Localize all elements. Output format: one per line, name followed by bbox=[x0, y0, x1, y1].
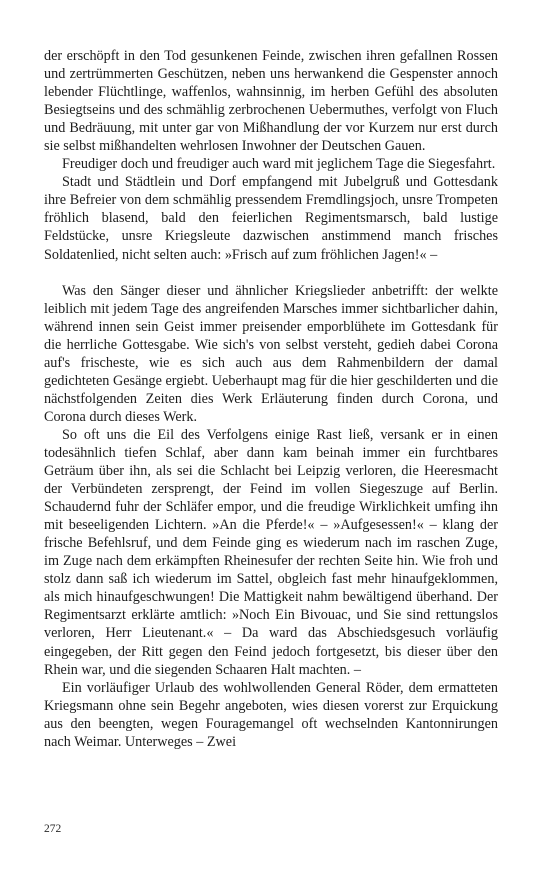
section-break bbox=[44, 264, 498, 282]
paragraph: Stadt und Städtlein und Dorf empfangend mit Jubelgruß und Gottesdank ihre Befreier von dem schmählig pressendem Fremdlingsjoch, unsre Trompeten fröhlich blasend, bald den feierlichen Regimentsmarsch, bald lustige Feldstücke, unsre Kriegsleute dazwischen anstimmend manch frisches Soldatenlied, nicht selten auch: »Frisch auf zum fröhlichen Jagen!« – bbox=[44, 174, 498, 263]
paragraph: Ein vorläufiger Urlaub des wohlwollenden General Röder, dem ermatteten Kriegsmann ohne sein Begehr angeboten, wies diesen vorerst zur Erquickung aus den beengten, wegen Fouragemangel oft wechselnden Kantonnirungen nach Weimar. Unterweges – Zwei bbox=[44, 679, 498, 750]
paragraph: Was den Sänger dieser und ähnlicher Kriegslieder anbetrifft: der welkte leiblich mit jedem Tage des angreifenden Marsches immer sichtbarlicher dahin, während innen sein Geist immer preisender emporblühete im Gottesdank für die herrliche Gottesgabe. Wie sich's von selbst versteht, gedieh dabei Corona auf's frischeste, wie es sich auch aus dem Rahmenbildern der damal gedichteten Gesänge ergiebt. Ueberhaupt mag für die hier geschilderten und die nächstfolgenden Zeiten dies Werk Erläuterung finden durch Corona, und Corona durch dieses Werk. bbox=[44, 282, 498, 425]
paragraph: Freudiger doch und freudiger auch ward mit jeglichem Tage die Siegesfahrt. bbox=[62, 156, 496, 173]
body-text bbox=[44, 47, 498, 751]
paragraph: der erschöpft in den Tod gesunkenen Feinde, zwischen ihren gefallnen Rossen und zertrümmerten Geschützen, neben uns herwankend die Gespenster annoch lebender Flüchtlinge, waffenlos, wahnsinnig, im herben Gefühl des absoluten Besiegtseins und des schmählig zerbrochenen Uebermuthes, verfolgt von Fluch und Bedräuung, mit unter gar von Mißhandlung der vor Kurzem nur erst durch sie selbst mißhandelten wehrlosen Inwohner der Deutschen Gauen. bbox=[44, 48, 498, 155]
page-number: 272 bbox=[44, 823, 62, 835]
paragraph: So oft uns die Eil des Verfolgens einige Rast ließ, versank er in einen todesähnlich tiefen Schlaf, aber dann kam beinah immer ein furchtbares Geträum über ihn, als sei die Schlacht bei Leipzig verloren, die Heeresmacht der Verbündeten zersprengt, der Feind im vollen Siegeszuge auf Berlin. Schaudernd fuhr der Schläfer empor, und die freudige Wirklichkeit umfing ihn mit beseeligenden Lichtern. »An die Pferde!« – »Aufgesessen!« – klang der frische Befehlsruf, und dem Feinde ging es wiederum nach im raschen Zuge, im Zuge nach dem erkämpften Rheinesufer der rechten Seite hin. Wie froh und stolz dann saß ich wiederum im Sattel, obgleich fast mehr hinaufgeklommen, als mich hinaufgeschwungen! Die Mattigkeit nahm bewältigend überhand. Der Regimentsarzt erklärte amtlich: »Noch Ein Bivouac, und Sie sind rettungslos verloren, Herr Lieutenant.« – Da ward das Abschiedsgesuch vorläufig eingegeben, der Ritt gegen den Feind jedoch fortgesetzt, bis dieser über den Rhein war, und die siegenden Schaaren Halt machten. – bbox=[44, 426, 498, 678]
